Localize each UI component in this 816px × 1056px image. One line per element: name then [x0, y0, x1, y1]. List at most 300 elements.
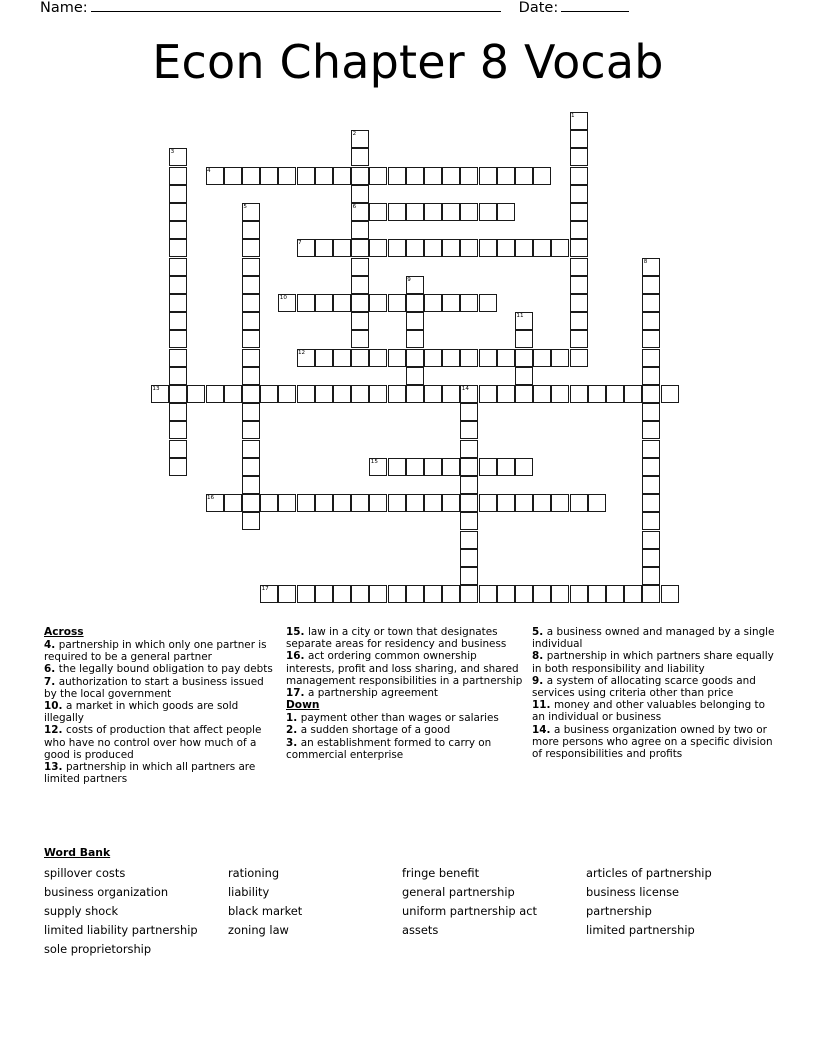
crossword-cell[interactable]: [351, 294, 369, 312]
crossword-clue-number: 10: [279, 295, 287, 301]
crossword-cell[interactable]: [151, 385, 169, 403]
crossword-cell[interactable]: [333, 585, 351, 603]
crossword-cell[interactable]: [606, 585, 624, 603]
crossword-cell[interactable]: [661, 385, 679, 403]
crossword-cell[interactable]: [351, 130, 369, 148]
crossword-cell[interactable]: [297, 294, 315, 312]
crossword-cell[interactable]: [333, 239, 351, 257]
clue-text: partnership in which only one partner is required to be a general partner: [44, 639, 267, 664]
clue-across-16: [286, 650, 526, 687]
crossword-cell[interactable]: [642, 494, 660, 512]
clue-number: 5.: [532, 626, 547, 638]
crossword-cell[interactable]: [388, 167, 406, 185]
clue-number: 13.: [44, 761, 67, 774]
clue-across-4: [44, 639, 277, 663]
word-bank-item: general partnership: [402, 885, 515, 899]
crossword-cell[interactable]: [224, 385, 242, 403]
crossword-cell[interactable]: [570, 585, 588, 603]
clue-number: 3.: [286, 736, 301, 749]
crossword-cell[interactable]: [388, 239, 406, 257]
crossword-cell[interactable]: [442, 203, 460, 221]
crossword-cell[interactable]: [406, 385, 424, 403]
crossword-cell[interactable]: [351, 221, 369, 239]
crossword-cell[interactable]: [588, 585, 606, 603]
crossword-cell[interactable]: [224, 494, 242, 512]
crossword-cell[interactable]: [260, 167, 278, 185]
crossword-cell[interactable]: [642, 421, 660, 439]
word-bank-item: articles of partnership: [586, 866, 712, 880]
crossword-cell[interactable]: [260, 585, 278, 603]
word-bank-item: limited partnership: [586, 923, 695, 937]
word-bank-item: sole proprietorship: [44, 942, 152, 956]
crossword-cell[interactable]: [169, 421, 187, 439]
crossword-cell[interactable]: [460, 549, 478, 567]
crossword-cell[interactable]: [460, 349, 478, 367]
crossword-cell[interactable]: [278, 167, 296, 185]
crossword-cell[interactable]: [570, 312, 588, 330]
crossword-cell[interactable]: [206, 167, 224, 185]
crossword-cell[interactable]: [515, 385, 533, 403]
crossword-cell[interactable]: [297, 494, 315, 512]
crossword-cell[interactable]: [333, 349, 351, 367]
clue-across-15: [286, 626, 526, 650]
clue-across-12: [44, 724, 277, 761]
crossword-cell[interactable]: [169, 276, 187, 294]
crossword-cell[interactable]: [479, 494, 497, 512]
crossword-cell[interactable]: [242, 312, 260, 330]
crossword-cell[interactable]: [260, 494, 278, 512]
crossword-cell[interactable]: [242, 421, 260, 439]
crossword-cell[interactable]: [642, 567, 660, 585]
crossword-cell[interactable]: [497, 585, 515, 603]
crossword-cell[interactable]: [169, 330, 187, 348]
word-bank-item: rationing: [228, 866, 280, 880]
crossword-clue-number: 7: [298, 240, 302, 247]
crossword-cell[interactable]: [442, 494, 460, 512]
crossword-cell[interactable]: [242, 385, 260, 403]
crossword-cell[interactable]: [424, 294, 442, 312]
crossword-cell[interactable]: [424, 167, 442, 185]
word-bank-item: liability: [228, 885, 270, 899]
crossword-cell[interactable]: [388, 349, 406, 367]
crossword-cell[interactable]: [369, 167, 387, 185]
crossword-cell[interactable]: [515, 330, 533, 348]
crossword-cell[interactable]: [369, 349, 387, 367]
crossword-cell[interactable]: [406, 167, 424, 185]
crossword-cell[interactable]: [479, 385, 497, 403]
crossword-cell[interactable]: [297, 585, 315, 603]
crossword-cell[interactable]: [351, 330, 369, 348]
clue-down-8: [532, 650, 776, 674]
crossword-cell[interactable]: [242, 276, 260, 294]
crossword-cell[interactable]: [424, 239, 442, 257]
word-bank-item: zoning law: [228, 923, 289, 937]
crossword-cell[interactable]: [570, 494, 588, 512]
crossword-cell[interactable]: [515, 494, 533, 512]
crossword-cell[interactable]: [388, 294, 406, 312]
crossword-cell[interactable]: [424, 203, 442, 221]
crossword-cell[interactable]: [242, 403, 260, 421]
crossword-cell[interactable]: [642, 294, 660, 312]
crossword-cell[interactable]: [442, 385, 460, 403]
across-heading: Across: [44, 626, 84, 638]
crossword-cell[interactable]: [351, 385, 369, 403]
crossword-clue-number: 15: [370, 458, 378, 465]
down-heading: Down: [286, 699, 320, 712]
crossword-cell[interactable]: [442, 239, 460, 257]
crossword-cell[interactable]: [442, 585, 460, 603]
clues-column-1: [44, 626, 277, 785]
clue-text: the legally bound obligation to pay debts: [58, 663, 273, 676]
crossword-cell[interactable]: [351, 258, 369, 276]
crossword-cell[interactable]: [206, 385, 224, 403]
crossword-cell[interactable]: [515, 167, 533, 185]
crossword-cell[interactable]: [315, 239, 333, 257]
crossword-cell[interactable]: [533, 385, 551, 403]
crossword-cell[interactable]: [242, 239, 260, 257]
crossword-cell[interactable]: [642, 403, 660, 421]
crossword-cell[interactable]: [169, 258, 187, 276]
crossword-cell[interactable]: [369, 494, 387, 512]
crossword-cell[interactable]: [351, 167, 369, 185]
crossword-cell[interactable]: [460, 385, 478, 403]
crossword-cell[interactable]: [424, 385, 442, 403]
crossword-cell[interactable]: [187, 385, 205, 403]
crossword-cell[interactable]: [351, 203, 369, 221]
crossword-cell[interactable]: [570, 185, 588, 203]
crossword-cell[interactable]: [278, 294, 296, 312]
clue-number: 8.: [532, 650, 547, 663]
crossword-cell[interactable]: [642, 531, 660, 549]
crossword-cell[interactable]: [369, 585, 387, 603]
crossword-cell[interactable]: [570, 167, 588, 185]
crossword-cell[interactable]: [388, 585, 406, 603]
crossword-cell[interactable]: [242, 512, 260, 530]
crossword-cell[interactable]: [406, 312, 424, 330]
crossword-cell[interactable]: [570, 330, 588, 348]
crossword-cell[interactable]: [388, 458, 406, 476]
crossword-cell[interactable]: [497, 239, 515, 257]
crossword-cell[interactable]: [642, 585, 660, 603]
crossword-cell[interactable]: [315, 167, 333, 185]
crossword-cell[interactable]: [570, 239, 588, 257]
clue-down-3: [286, 737, 526, 761]
crossword-cell[interactable]: [169, 349, 187, 367]
clue-number: 6.: [44, 663, 59, 676]
crossword-cell[interactable]: [169, 203, 187, 221]
crossword-cell[interactable]: [406, 458, 424, 476]
crossword-cell[interactable]: [624, 385, 642, 403]
clue-across-10: [44, 700, 277, 724]
crossword-cell[interactable]: [242, 330, 260, 348]
crossword-cell[interactable]: [570, 276, 588, 294]
crossword-cell[interactable]: [551, 494, 569, 512]
crossword-cell[interactable]: [388, 494, 406, 512]
crossword-cell[interactable]: [460, 294, 478, 312]
clues-section: [44, 626, 776, 826]
crossword-cell[interactable]: [588, 494, 606, 512]
crossword-cell[interactable]: [369, 385, 387, 403]
clue-down-9: [532, 675, 776, 699]
crossword-cell[interactable]: [551, 385, 569, 403]
crossword-cell[interactable]: [642, 385, 660, 403]
clue-text: act ordering common ownership interests, profit and loss sharing, and shared management responsibilities in a partnership: [286, 650, 523, 687]
crossword-cell[interactable]: [315, 585, 333, 603]
crossword-cell[interactable]: [497, 385, 515, 403]
crossword-cell[interactable]: [551, 239, 569, 257]
crossword-cell[interactable]: [242, 258, 260, 276]
crossword-cell[interactable]: [642, 549, 660, 567]
crossword-cell[interactable]: [242, 221, 260, 239]
crossword-cell[interactable]: [479, 585, 497, 603]
crossword-cell[interactable]: [388, 385, 406, 403]
crossword-cell[interactable]: [497, 349, 515, 367]
crossword-cell[interactable]: [460, 585, 478, 603]
crossword-cell[interactable]: [333, 294, 351, 312]
crossword-cell[interactable]: [442, 349, 460, 367]
page-title: Econ Chapter 8 Vocab: [152, 35, 664, 89]
crossword-cell[interactable]: [369, 203, 387, 221]
crossword-cell[interactable]: [169, 148, 187, 166]
crossword-cell[interactable]: [642, 367, 660, 385]
crossword-cell[interactable]: [406, 349, 424, 367]
crossword-cell[interactable]: [406, 239, 424, 257]
crossword-cell[interactable]: [278, 585, 296, 603]
clue-text: partnership in which all partners are limited partners: [44, 761, 256, 786]
crossword-cell[interactable]: [460, 239, 478, 257]
crossword-cell[interactable]: [515, 312, 533, 330]
crossword-cell[interactable]: [460, 203, 478, 221]
crossword-cell[interactable]: [515, 349, 533, 367]
crossword-cell[interactable]: [297, 167, 315, 185]
clue-number: 10.: [44, 700, 67, 713]
crossword-cell[interactable]: [242, 203, 260, 221]
crossword-cell[interactable]: [406, 330, 424, 348]
crossword-cell[interactable]: [570, 258, 588, 276]
crossword-cell[interactable]: [479, 294, 497, 312]
crossword-cell[interactable]: [333, 494, 351, 512]
word-bank-item: uniform partnership act: [402, 904, 537, 918]
crossword-cell[interactable]: [570, 148, 588, 166]
crossword-cell[interactable]: [460, 512, 478, 530]
crossword-cell[interactable]: [351, 312, 369, 330]
crossword-cell[interactable]: [642, 330, 660, 348]
crossword-cell[interactable]: [460, 494, 478, 512]
word-bank-column-1: [44, 864, 224, 959]
crossword-cell[interactable]: [642, 512, 660, 530]
crossword-cell[interactable]: [460, 440, 478, 458]
word-bank-item: business organization: [44, 885, 169, 899]
crossword-cell[interactable]: [169, 221, 187, 239]
crossword-cell[interactable]: [570, 349, 588, 367]
crossword-cell[interactable]: [260, 385, 278, 403]
crossword-cell[interactable]: [460, 167, 478, 185]
crossword-cell[interactable]: [242, 294, 260, 312]
crossword-cell[interactable]: [479, 167, 497, 185]
clue-down-11: [532, 699, 776, 723]
crossword-cell[interactable]: [570, 385, 588, 403]
crossword-cell[interactable]: [515, 585, 533, 603]
crossword-cell[interactable]: [406, 203, 424, 221]
crossword-cell[interactable]: [406, 276, 424, 294]
crossword-cell[interactable]: [369, 294, 387, 312]
crossword-cell[interactable]: [642, 476, 660, 494]
crossword-cell[interactable]: [169, 167, 187, 185]
crossword-clue-number: 16: [207, 495, 215, 502]
clue-text: a system of allocating scarce goods and services using criteria other than price: [532, 674, 756, 700]
crossword-cell[interactable]: [351, 239, 369, 257]
crossword-cell[interactable]: [169, 312, 187, 330]
crossword-cell[interactable]: [497, 494, 515, 512]
crossword-clue-number: 8: [643, 258, 648, 265]
word-bank-item: spillover costs: [44, 866, 126, 880]
crossword-cell[interactable]: [169, 367, 187, 385]
clue-number: 14.: [532, 723, 555, 736]
crossword-cell[interactable]: [460, 403, 478, 421]
word-bank-section: [44, 845, 776, 956]
clue-number: 11.: [532, 699, 555, 712]
crossword-cell[interactable]: [369, 458, 387, 476]
crossword-cell[interactable]: [278, 385, 296, 403]
crossword-cell[interactable]: [297, 385, 315, 403]
crossword-cell[interactable]: [242, 476, 260, 494]
crossword-clue-number: 6: [352, 204, 357, 210]
crossword-cell[interactable]: [351, 349, 369, 367]
crossword-cell[interactable]: [606, 385, 624, 403]
crossword-cell[interactable]: [242, 494, 260, 512]
crossword-cell[interactable]: [242, 367, 260, 385]
crossword-cell[interactable]: [351, 185, 369, 203]
clue-text: a partnership agreement: [308, 687, 439, 700]
crossword-cell[interactable]: [424, 349, 442, 367]
clue-number: 12.: [44, 724, 67, 737]
crossword-cell[interactable]: [242, 167, 260, 185]
clue-text: partnership in which partners share equally in both responsibility and liability: [532, 650, 774, 675]
crossword-cell[interactable]: [297, 239, 315, 257]
crossword-cell[interactable]: [169, 239, 187, 257]
crossword-cell[interactable]: [242, 458, 260, 476]
crossword-cell[interactable]: [479, 203, 497, 221]
clue-number: 7.: [44, 675, 59, 688]
crossword-cell[interactable]: [460, 531, 478, 549]
clue-across-6: [44, 663, 277, 675]
word-bank-item: assets: [402, 923, 439, 937]
crossword-cell[interactable]: [406, 294, 424, 312]
crossword-cell[interactable]: [424, 585, 442, 603]
crossword-cell[interactable]: [169, 403, 187, 421]
crossword-cell[interactable]: [588, 385, 606, 403]
crossword-cell[interactable]: [460, 476, 478, 494]
crossword-cell[interactable]: [442, 458, 460, 476]
crossword-cell[interactable]: [315, 349, 333, 367]
crossword-cell[interactable]: [515, 239, 533, 257]
crossword-cell[interactable]: [242, 349, 260, 367]
crossword-cell[interactable]: [351, 276, 369, 294]
crossword-cell[interactable]: [479, 239, 497, 257]
crossword-cell[interactable]: [169, 294, 187, 312]
crossword-cell[interactable]: [497, 167, 515, 185]
crossword-cell[interactable]: [515, 458, 533, 476]
crossword-cell[interactable]: [460, 421, 478, 439]
crossword-cell[interactable]: [315, 294, 333, 312]
crossword-cell[interactable]: [224, 167, 242, 185]
crossword-cell[interactable]: [388, 203, 406, 221]
crossword-cell[interactable]: [424, 458, 442, 476]
crossword-cell[interactable]: [570, 112, 588, 130]
crossword-cell[interactable]: [642, 276, 660, 294]
crossword-cell[interactable]: [570, 221, 588, 239]
word-bank-item: business license: [586, 885, 680, 899]
crossword-cell[interactable]: [515, 367, 533, 385]
crossword-cell[interactable]: [479, 349, 497, 367]
crossword-cell[interactable]: [479, 458, 497, 476]
crossword-cell[interactable]: [369, 239, 387, 257]
clue-text: a business owned and managed by a single individual: [532, 626, 775, 651]
crossword-cell[interactable]: [661, 585, 679, 603]
crossword-cell[interactable]: [533, 239, 551, 257]
crossword-cell[interactable]: [278, 494, 296, 512]
word-bank-item: supply shock: [44, 904, 119, 918]
clues-column-2: [286, 626, 526, 761]
crossword-cell[interactable]: [333, 385, 351, 403]
crossword-cell[interactable]: [297, 349, 315, 367]
crossword-cell[interactable]: [169, 458, 187, 476]
crossword-cell[interactable]: [406, 367, 424, 385]
crossword-cell[interactable]: [551, 349, 569, 367]
crossword-cell[interactable]: [533, 585, 551, 603]
crossword-cell[interactable]: [242, 440, 260, 458]
crossword-cell[interactable]: [460, 567, 478, 585]
crossword-cell[interactable]: [406, 494, 424, 512]
crossword-cell[interactable]: [460, 458, 478, 476]
clue-number: 9.: [532, 674, 547, 687]
crossword-cell[interactable]: [642, 349, 660, 367]
crossword-cell[interactable]: [570, 294, 588, 312]
word-bank-heading: Word Bank: [44, 846, 111, 859]
clue-down-2: [286, 724, 526, 736]
crossword-cell[interactable]: [333, 167, 351, 185]
crossword-cell[interactable]: [424, 494, 442, 512]
crossword-cell[interactable]: [169, 185, 187, 203]
crossword-cell[interactable]: [351, 585, 369, 603]
crossword-cell[interactable]: [351, 494, 369, 512]
clue-text: law in a city or town that designates separate areas for residency and business: [286, 626, 507, 651]
crossword-cell[interactable]: [406, 585, 424, 603]
crossword-cell[interactable]: [533, 167, 551, 185]
crossword-cell[interactable]: [442, 294, 460, 312]
crossword-cell[interactable]: [315, 385, 333, 403]
crossword-cell[interactable]: [570, 203, 588, 221]
crossword-cell[interactable]: [642, 440, 660, 458]
crossword-cell[interactable]: [624, 585, 642, 603]
crossword-cell[interactable]: [533, 349, 551, 367]
crossword-cell[interactable]: [533, 494, 551, 512]
crossword-cell[interactable]: [442, 167, 460, 185]
crossword-cell[interactable]: [642, 312, 660, 330]
crossword-cell[interactable]: [551, 585, 569, 603]
crossword-cell[interactable]: [570, 130, 588, 148]
crossword-cell[interactable]: [315, 494, 333, 512]
crossword-cell[interactable]: [497, 458, 515, 476]
crossword-cell[interactable]: [642, 458, 660, 476]
crossword-cell[interactable]: [206, 494, 224, 512]
crossword-cell[interactable]: [169, 385, 187, 403]
crossword-clue-number: 5: [243, 204, 247, 210]
crossword-cell[interactable]: [642, 258, 660, 276]
crossword-cell[interactable]: [497, 203, 515, 221]
crossword-cell[interactable]: [351, 148, 369, 166]
crossword-cell[interactable]: [169, 440, 187, 458]
